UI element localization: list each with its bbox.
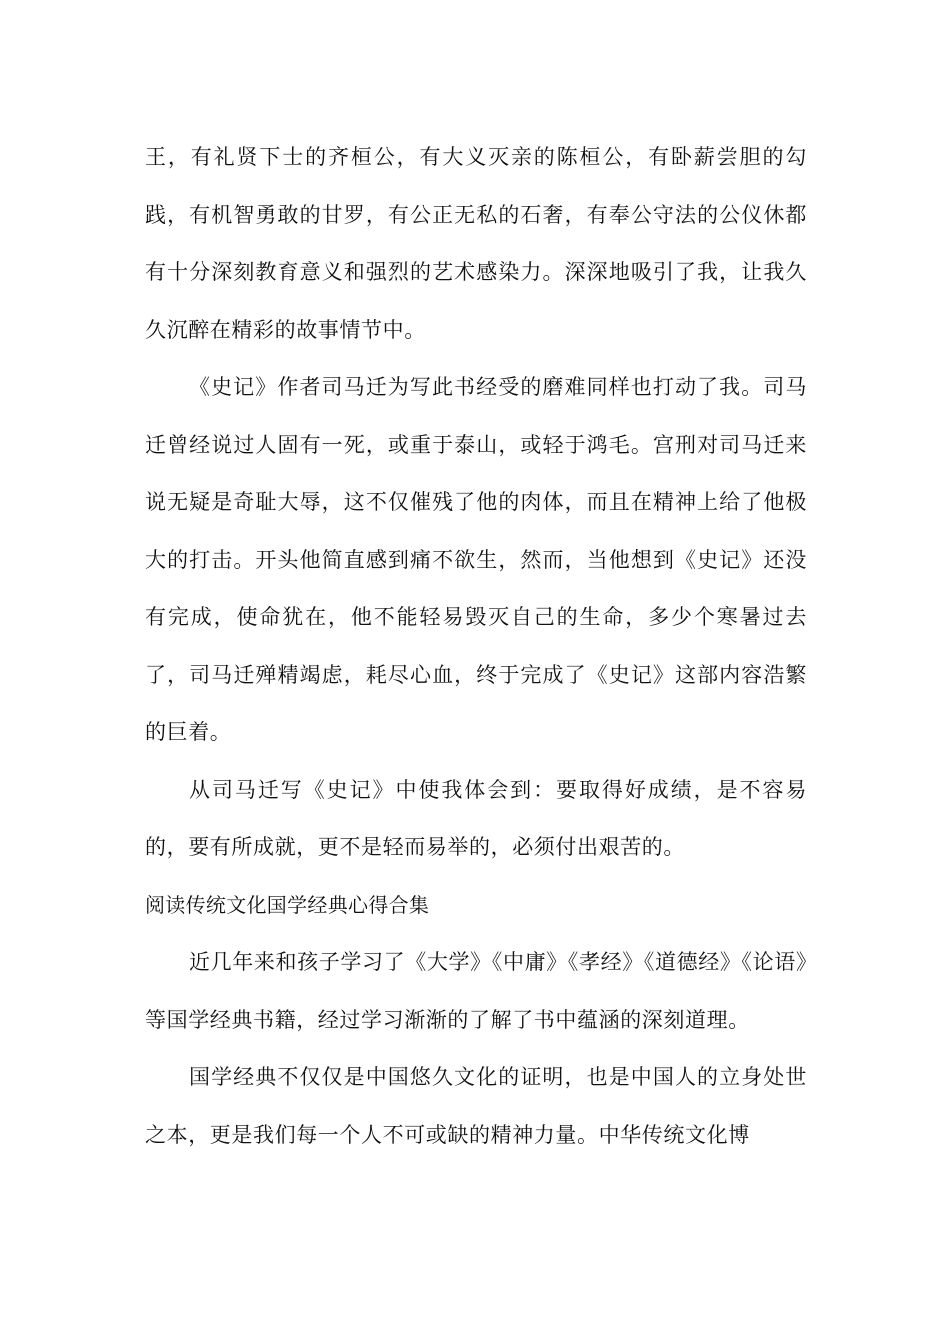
paragraph-classics-value: 国学经典不仅仅是中国悠久文化的证明，也是中国人的立身处世之本，更是我们每一个人不可或缺的精神力量。中华传统文化博 [145,1065,807,1147]
paragraph-classics-study: 近几年来和孩子学习了《大学》《中庸》《孝经》《道德经》《论语》等国学经典书籍，经过学习渐渐的了解了书中蕴涵的深刻道理。 [145,950,807,1032]
paragraph-continuation: 王，有礼贤下士的齐桓公，有大义灭亲的陈桓公，有卧薪尝胆的勾践，有机智勇敢的甘罗，有公正无私的石奢，有奉公守法的公仪休都有十分深刻教育意义和强烈的艺术感染力。深深地吸引了我，让我久久沉醉在精彩的故事情节中。 [145,145,807,342]
paragraph-sima-qian-hardship: 《史记》作者司马迁为写此书经受的磨难同样也打动了我。司马迁曾经说过人固有一死，或重于泰山，或轻于鸿毛。宫刑对司马迁来说无疑是奇耻大辱，这不仅催残了他的肉体，而且在精神上给了他极大的打击。开头他简直感到痛不欲生，然而，当他想到《史记》还没有完成，使命犹在，他不能轻易毁灭自己的生命，多少个寒暑过去了，司马迁殚精竭虑，耗尽心血，终于完成了《史记》这部内容浩繁的巨着。 [145,375,807,744]
paragraph-lesson: 从司马迁写《史记》中使我体会到：要取得好成绩，是不容易的，要有所成就，更不是轻而易举的，必须付出艰苦的。 [145,777,807,859]
document-body [145,129,807,1164]
section-title: 阅读传统文化国学经典心得合集 [145,892,430,917]
